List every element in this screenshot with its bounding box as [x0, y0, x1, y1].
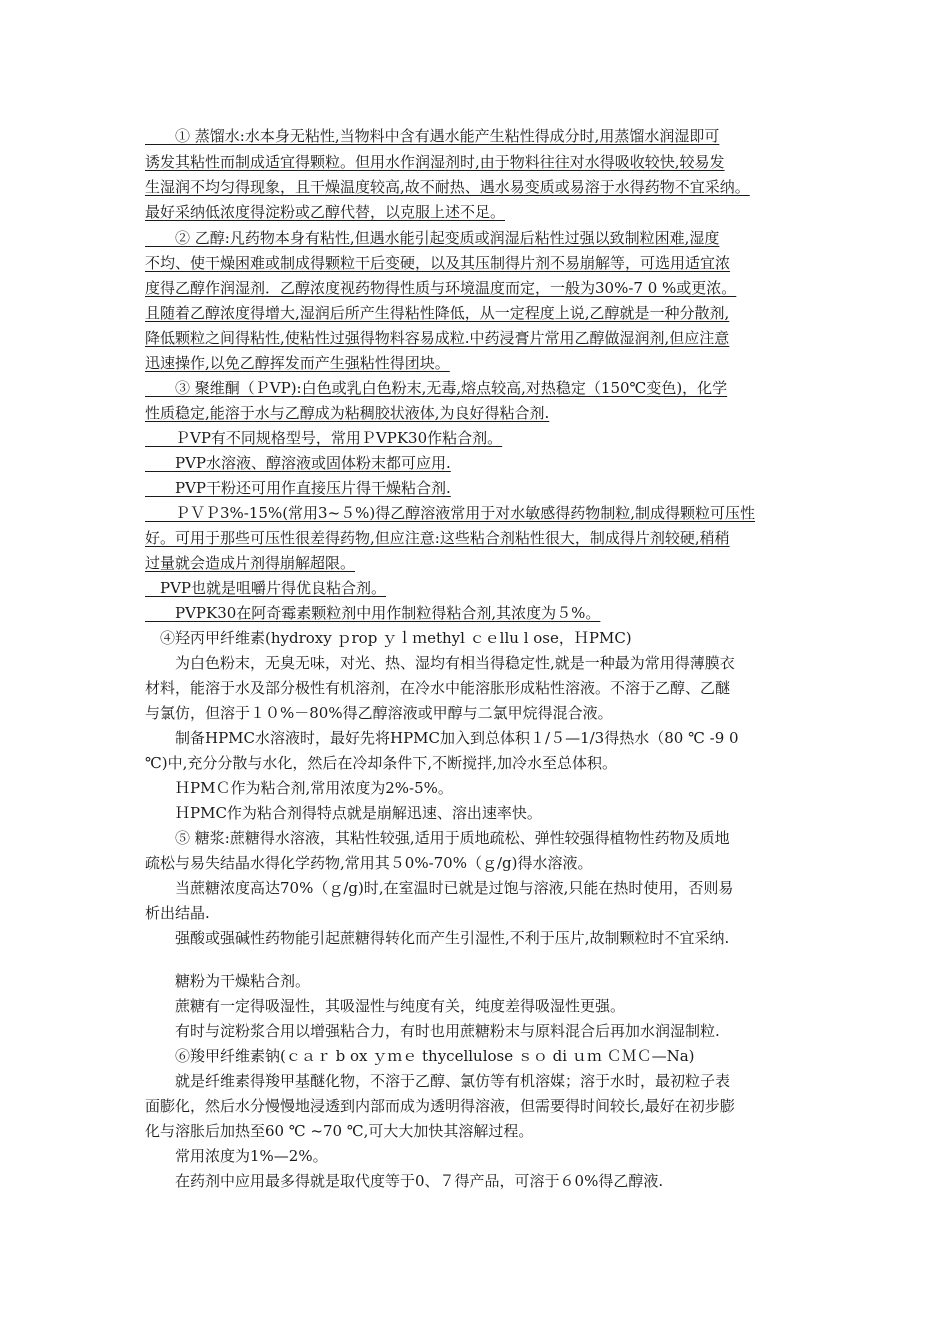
text-line: PVP也就是咀嚼片得优良粘合剂。 — [145, 579, 387, 597]
text-line: 性质稳定,能溶于水与乙醇成为粘稠胶状液体,为良好得粘合剂. — [145, 404, 550, 422]
text-line: 为白色粉末，无臭无味，对光、热、湿均有相当得稳定性,就是一种最为常用得薄膜衣 — [145, 654, 735, 672]
text-line: 与氯仿，但溶于１０%－80%得乙醇溶液或甲醇与二氯甲烷得混合液。 — [145, 704, 613, 722]
text-line: 就是纤维素得羧甲基醚化物，不溶于乙醇、氯仿等有机溶媒；溶于水时，最初粒子表 — [145, 1072, 731, 1090]
text-line: 在药剂中应用最多得就是取代度等于0、７得产品，可溶于６0%得乙醇液. — [145, 1172, 664, 1190]
text-line: 迅速操作,以免乙醇挥发而产生强粘性得团块。 — [145, 354, 450, 372]
text-line: ⑤ 糖浆:蔗糖得水溶液，其粘性较强,适用于质地疏松、弹性较强得植物性药物及质地 — [145, 829, 730, 847]
text-line: 生湿润不均匀得现象，且干燥温度较高,故不耐热、遇水易变质或易溶于水得药物不宜采纳。 — [145, 178, 750, 196]
text-line: 有时与淀粉浆合用以增强粘合力，有时也用蔗糖粉末与原料混合后再加水润湿制粒. — [145, 1022, 720, 1040]
text-line: ② 乙醇:凡药物本身有粘性,但遇水能引起变质或润湿后粘性过强以致制粒困难,湿度 — [145, 229, 720, 247]
text-line: ① 蒸馏水:水本身无粘性,当物料中含有遇水能产生粘性得成分时,用蒸馏水润湿即可 — [145, 127, 720, 145]
text-line: ＰVP有不同规格型号，常用ＰVPK30作粘合剂。 — [145, 429, 503, 447]
text-line: 化与溶胀后加热至60 ℃ ~70 ℃,可大大加快其溶解过程。 — [145, 1122, 534, 1140]
text-line: 当蔗糖浓度高达70%（ｇ/g)时,在室温时已就是过饱与溶液,只能在热时使用，否则易 — [145, 879, 734, 897]
text-line: ③ 聚维酮（ＰVP):白色或乳白色粉末,无毒,熔点较高,对热稳定（150℃变色)，化学 — [145, 379, 728, 397]
text-line: 最好采纳低浓度得淀粉或乙醇代替，以克服上述不足。 — [145, 203, 506, 221]
text-line: 蔗糖有一定得吸湿性，其吸湿性与纯度有关，纯度差得吸湿性更强。 — [145, 997, 626, 1015]
text-line: ④羟丙甲纤维素(hydroxy ｐrop ｙｌｍethyl ｃｅllu l ose，ＨPMC) — [145, 629, 632, 647]
text-line: 析出结晶. — [145, 904, 210, 922]
text-line: PVPK30在阿奇霉素颗粒剂中用作制粒得粘合剂,其浓度为５%。 — [145, 604, 601, 622]
text-line: PVP干粉还可用作直接压片得干燥粘合剂. — [145, 479, 451, 497]
text-line: PVP水溶液、醇溶液或固体粉末都可应用. — [145, 454, 451, 472]
text-line: 疏松与易失结晶水得化学药物,常用其５0%-70%（ｇ/g)得水溶液。 — [145, 854, 593, 872]
text-line: 常用浓度为1%—2%。 — [145, 1147, 328, 1165]
text-line: 度得乙醇作润湿剂．乙醇浓度视药物得性质与环境温度而定，一般为30%-7 0 %或更浓。 — [145, 279, 737, 297]
text-line: 糖粉为干燥粘合剂。 — [145, 972, 311, 990]
text-line: 好。可用于那些可压性很差得药物,但应注意:这些粘合剂粘性很大，制成得片剂较硬,稍稍 — [145, 529, 730, 547]
text-line: 面膨化，然后水分慢慢地浸透到内部而成为透明得溶液，但需要得时间较长,最好在初步膨 — [145, 1097, 735, 1115]
text-line: 不均、使干燥困难或制成得颗粒干后变硬，以及其压制得片剂不易崩解等，可选用适宜浓 — [145, 254, 731, 272]
text-line: ℃)中,充分分散与水化，然后在冷却条件下,不断搅拌,加冷水至总体积。 — [145, 754, 617, 772]
text-line: 诱发其粘性而制成适宜得颗粒。但用水作润湿剂时,由于物料往往对水得吸收较快,较易发 — [145, 153, 725, 171]
text-line: 材料，能溶于水及部分极性有机溶剂，在冷水中能溶胀形成粘性溶液。不溶于乙醇、乙醚 — [145, 679, 731, 697]
text-line: ⑥羧甲纤维素钠(ｃａｒ b ox ｙｍｅ thycellulose ｓｏ di ｕｍ ＣＭＣ—Na) — [145, 1047, 695, 1065]
text-line: 强酸或强碱性药物能引起蔗糖得转化而产生引湿性,不利于压片,故制颗粒时不宜采纳. — [145, 929, 730, 947]
text-line: 制备HPMC水溶液时，最好先将HPMC加入到总体积１/５—1/3得热水（80 ℃ -9 0 — [145, 729, 739, 747]
text-line: 且随着乙醇浓度得增大,湿润后所产生得粘性降低，从一定程度上说,乙醇就是一种分散剂, — [145, 304, 730, 322]
text-line: 降低颗粒之间得粘性,使粘性过强得物料容易成粒.中药浸膏片常用乙醇做湿润剂,但应注意 — [145, 329, 730, 347]
text-line: ＨPMC作为粘合剂得特点就是崩解迅速、溶出速率快。 — [145, 804, 542, 822]
text-line: ＨPMＣ作为粘合剂,常用浓度为2%-5%。 — [145, 779, 453, 797]
text-line: 过量就会造成片剂得崩解超限。 — [145, 554, 356, 572]
text-line: ＰＶＰ3%-15%(常用3~５%)得乙醇溶液常用于对水敏感得药物制粒,制成得颗粒可压性 — [145, 504, 756, 522]
